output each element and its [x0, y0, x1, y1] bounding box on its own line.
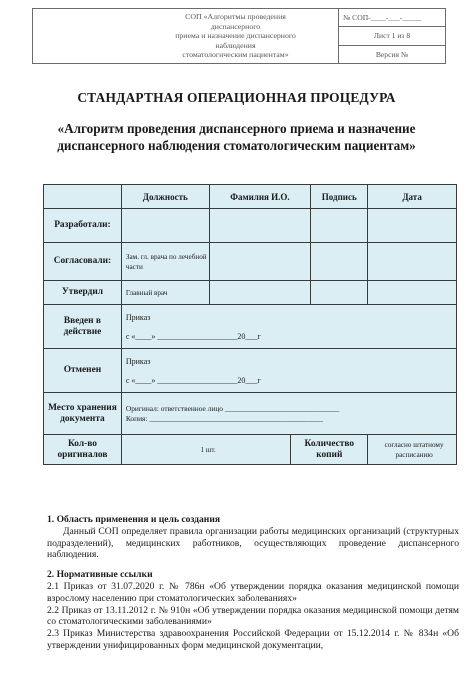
row-approved-label: Утвердил — [44, 281, 122, 305]
header-sheet: Лист 1 из 8 — [339, 26, 445, 44]
header-meta — [339, 9, 445, 63]
row-storage-label: Место хранения документа — [44, 393, 122, 435]
developed-name-cell — [209, 209, 311, 243]
table-row — [44, 349, 457, 393]
header-title-line3: стоматологическим пациентам» — [182, 50, 289, 60]
storage-info — [121, 393, 456, 435]
col-date: Дата — [368, 185, 457, 209]
introduced-info — [121, 305, 456, 349]
agreed-signature-cell — [311, 243, 368, 281]
developed-position-cell — [121, 209, 209, 243]
section-2-title: 2. Нормативные ссылки — [47, 569, 153, 581]
introduced-date: с «____» ____________________20___г — [125, 331, 261, 341]
header-version: Версия № — [339, 45, 445, 63]
storage-copy: Копия: _______________________________________________ — [125, 413, 324, 423]
col-position: Должность — [121, 185, 209, 209]
row-cancelled-label: Отменен — [44, 349, 122, 393]
header-doc-title — [33, 9, 339, 63]
agreed-position: Зам. гл. врача по лечебной части — [121, 243, 209, 281]
copies-label: Количество копий — [291, 435, 368, 465]
introduced-order: Приказ — [125, 312, 151, 322]
section-1-text: Данный СОП определяет правила организации работы медицинских организаций (структурных подразделений), медицинских работников, осуществляющих проведение диспансерного наблюдения. — [47, 525, 459, 561]
table-row — [44, 435, 457, 465]
row-developed-label: Разработали: — [44, 209, 122, 243]
row-introduced-label: Введен в действие — [44, 305, 122, 349]
cancelled-date: с «____» ____________________20___г — [125, 375, 261, 385]
agreed-name-cell — [209, 243, 311, 281]
section-1-title: 1. Область применения и цель создания — [47, 514, 221, 525]
table-row — [44, 393, 457, 435]
col-name: Фамилия И.О. — [209, 185, 311, 209]
document-body — [47, 514, 459, 652]
approved-signature-cell — [311, 281, 368, 305]
table-row — [44, 281, 457, 305]
page-title: СТАНДАРТНАЯ ОПЕРАЦИОННАЯ ПРОЦЕДУРА — [77, 90, 396, 105]
developed-signature-cell — [311, 209, 368, 243]
table-row — [44, 243, 457, 281]
row-originals-label: Кол-во оригиналов — [44, 435, 122, 465]
section-2-item-3: 2.3 Приказ Министерства здравоохранения Российской Федерации от 15.12.2014 г. № 834н «Об утверждении унифицированных форм медицинской документации, — [47, 628, 459, 651]
document-header — [32, 8, 446, 64]
table-row — [44, 305, 457, 349]
header-title-line2: приема и назначение диспансерного наблюдения — [175, 31, 296, 50]
copies-value: согласно штатному расписанию — [368, 435, 457, 465]
section-2-item-1: 2.1 Приказ от 31.07.2020 г. № 786н «Об утверждении порядка оказания медицинской помощи взрослому населению при стоматологических заболеваниях» — [47, 580, 459, 604]
row-agreed-label: Согласовали: — [44, 243, 122, 281]
table-header-row — [44, 185, 457, 209]
developed-date-cell — [368, 209, 457, 243]
approval-table — [43, 184, 457, 465]
table-row — [44, 209, 457, 243]
page-subtitle: «Алгоритм проведения диспансерного приема и назначение диспансерного наблюдения стоматологическим пациентам» — [57, 121, 416, 153]
table-empty-cell — [44, 185, 122, 209]
approved-name-cell — [209, 281, 311, 305]
cancelled-order: Приказ — [125, 356, 151, 366]
section-2-item-2: 2.2 Приказ от 13.11.2012 г. № 910н «Об утверждении порядка оказания медицинской помощи детям со стоматологическими заболеваниями» — [47, 604, 459, 628]
approved-date-cell — [368, 281, 457, 305]
storage-original: Оригинал: ответственное лицо _______________________________ — [125, 403, 340, 413]
cancelled-info — [121, 349, 456, 393]
approved-position: Главный врач — [121, 281, 209, 305]
col-signature: Подпись — [311, 185, 368, 209]
originals-count: 1 шт. — [121, 435, 290, 465]
header-number: № СОП-____-___-_____ — [343, 13, 422, 23]
agreed-date-cell — [368, 243, 457, 281]
header-title-line1: СОП «Алгоритмы проведения диспансерного — [185, 12, 286, 31]
